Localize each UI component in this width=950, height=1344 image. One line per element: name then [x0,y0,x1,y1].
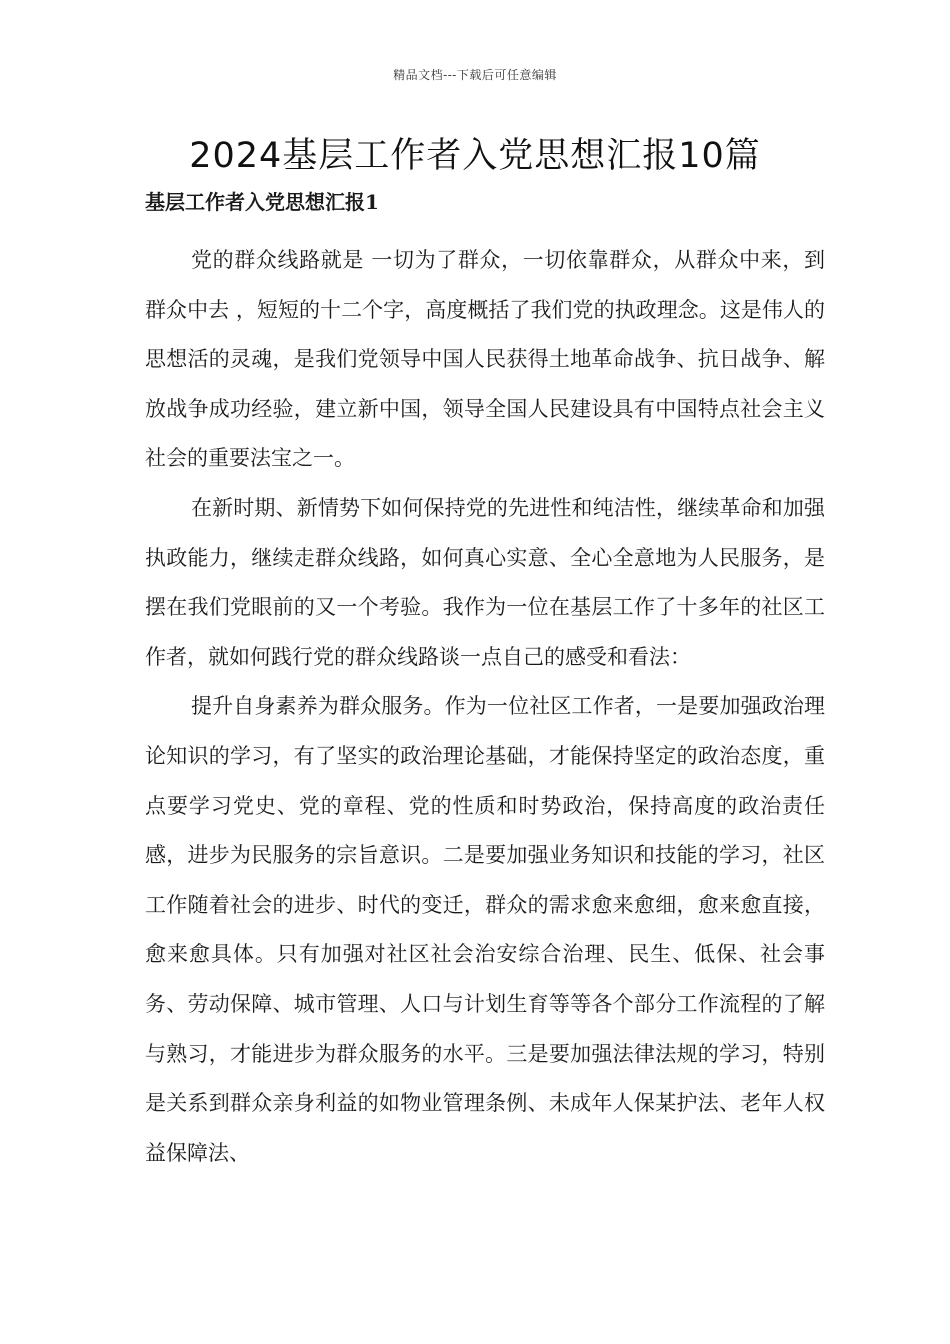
section-heading: 基层工作者入党思想汇报1 [145,190,379,214]
header-note: 精品文档---下载后可任意编辑 [393,68,557,82]
body-text [145,236,825,1178]
paragraph: 在新时期、新情势下如何保持党的先进性和纯洁性，继续革命和加强执政能力，继续走群众线路，如何真心实意、全心全意地为人民服务，是摆在我们党眼前的又一个考验。我作为一位在基层工作了十多年的社区工作者，就如何践行党的群众线路谈一点自己的感受和看法： [145,495,825,669]
document-title: 2024基层工作者入党思想汇报10篇 [189,136,761,176]
paragraph: 提升自身素养为群众服务。作为一位社区工作者，一是要加强政治理论知识的学习，有了坚实的政治理论基础，才能保持坚定的政治态度，重点要学习党史、党的章程、党的性质和时势政治，保持高度的政治责任感，进步为民服务的宗旨意识。二是要加强业务知识和技能的学习，社区工作随着社会的进步、时代的变迁，群众的需求愈来愈细，愈来愈直接，愈来愈具体。只有加强对社区社会治安综合治理、民生、低保、社会事务、劳动保障、城市管理、人口与计划生育等等各个部分工作流程的了解与熟习，才能进步为群众服务的水平。三是要加强法律法规的学习，特别是关系到群众亲身利益的如物业管理条例、未成年人保某护法、老年人权益保障法、 [145,694,825,1165]
paragraph: 党的群众线路就是 一切为了群众，一切依靠群众，从群众中来，到群众中去 ，短短的十二个字，高度概括了我们党的执政理念。这是伟人的思想活的灵魂，是我们党领导中国人民获得土地革命战争、抗日战争、解放战争成功经验，建立新中国，领导全国人民建设具有中国特点社会主义社会的重要法宝之一。 [145,248,825,471]
